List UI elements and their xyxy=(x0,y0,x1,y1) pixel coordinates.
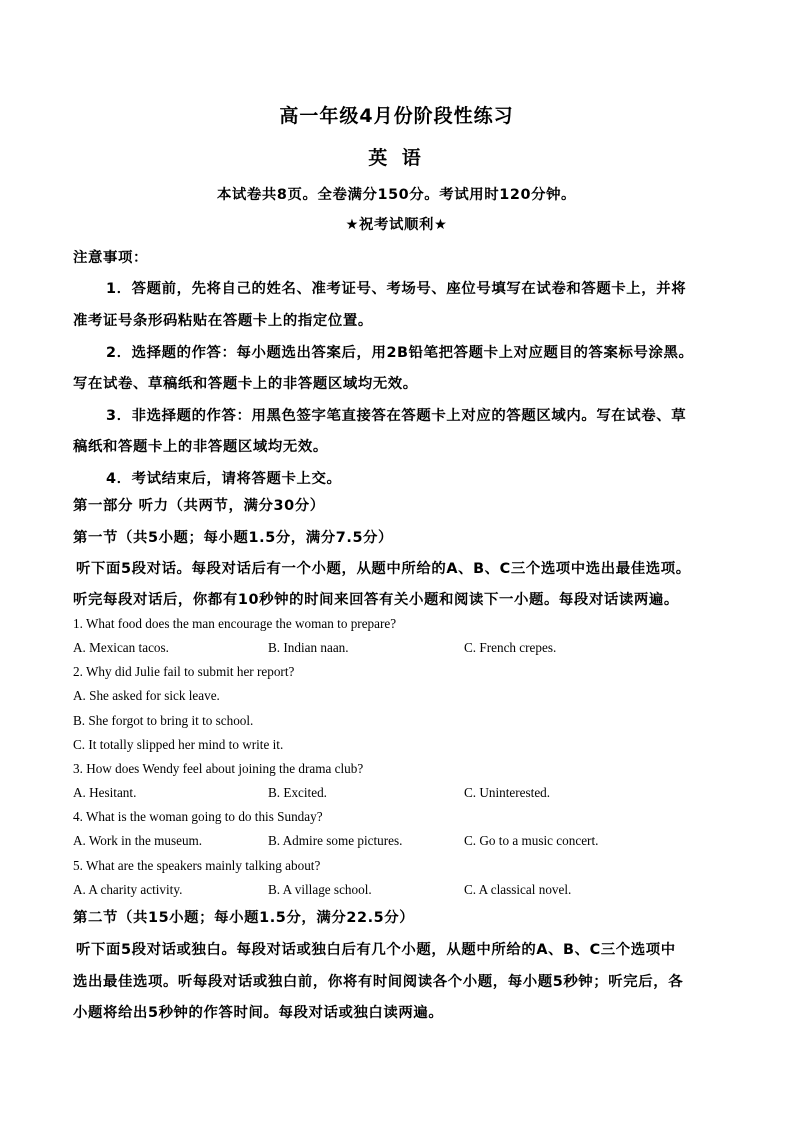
question-stem: 4. What is the woman going to do this Sunday? xyxy=(73,809,323,824)
note-line: 准考证号条形码粘贴在答题卡上的指定位置。 xyxy=(73,313,373,329)
option-b: B. Indian naan. xyxy=(268,640,349,655)
part1-title: 第一部分 听力（共两节，满分30分） xyxy=(73,498,325,514)
option-a: A. Mexican tacos. xyxy=(73,640,169,655)
question-stem: 2. Why did Julie fail to submit her report? xyxy=(73,664,295,679)
option-a: A. She asked for sick leave. xyxy=(73,688,220,703)
section1-title: 第一节（共5小题；每小题1.5分，满分7.5分） xyxy=(73,530,394,546)
page-title: 高一年级4月份阶段性练习 xyxy=(279,105,514,127)
option-c: C. French crepes. xyxy=(464,640,557,655)
subject-title: 英 语 xyxy=(368,147,425,169)
question-stem: 5. What are the speakers mainly talking about? xyxy=(73,858,321,873)
note-line: 写在试卷、草稿纸和答题卡上的非答题区域均无效。 xyxy=(73,376,418,392)
exam-info: 本试卷共8页。全卷满分150分。考试用时120分钟。 xyxy=(216,187,577,203)
note-line: 1．答题前，先将自己的姓名、准考证号、考场号、座位号填写在试卷和答题卡上，并将 xyxy=(106,281,687,297)
option-c: C. It totally slipped her mind to write it. xyxy=(73,737,284,752)
option-b: B. Admire some pictures. xyxy=(268,833,403,848)
option-a: A. A charity activity. xyxy=(73,882,183,897)
option-a: A. Hesitant. xyxy=(73,785,137,800)
note-line: 3．非选择题的作答：用黑色签字笔直接答在答题卡上对应的答题区域内。写在试卷、草 xyxy=(106,408,687,424)
option-a: A. Work in the museum. xyxy=(73,833,203,848)
option-b: B. Excited. xyxy=(268,785,327,800)
note-line: 4．考试结束后，请将答题卡上交。 xyxy=(106,471,342,487)
notes-heading: 注意事项： xyxy=(73,250,148,266)
option-c: C. Go to a music concert. xyxy=(464,833,599,848)
note-line: 稿纸和答题卡上的非答题区域均无效。 xyxy=(73,439,328,455)
section2-instruction: 小题将给出5秒钟的作答时间。每段对话或独白读两遍。 xyxy=(73,1005,444,1021)
option-b: B. She forgot to bring it to school. xyxy=(73,713,254,728)
section1-instruction: 听完每段对话后，你都有10秒钟的时间来回答有关小题和阅读下一小题。每段对话读两遍。 xyxy=(73,592,679,608)
good-luck-wish: ★祝考试顺利★ xyxy=(345,217,448,233)
option-b: B. A village school. xyxy=(268,882,372,897)
section2-title: 第二节（共15小题；每小题1.5分，满分22.5分） xyxy=(73,910,415,926)
section2-instruction: 听下面5段对话或独白。每段对话或独白后有几个小题，从题中所给的A、B、C三个选项中 xyxy=(76,942,676,958)
note-line: 2．选择题的作答：每小题选出答案后，用2B铅笔把答题卡上对应题目的答案标号涂黑。 xyxy=(106,345,694,361)
question-stem: 3. How does Wendy feel about joining the drama club? xyxy=(73,761,364,776)
section2-instruction: 选出最佳选项。听每段对话或独白前，你将有时间阅读各个小题，每小题5秒钟；听完后，各 xyxy=(73,974,684,990)
section1-instruction: 听下面5段对话。每段对话后有一个小题，从题中所给的A、B、C三个选项中选出最佳选项。 xyxy=(76,561,691,577)
question-stem: 1. What food does the man encourage the woman to prepare? xyxy=(73,616,397,631)
option-c: C. Uninterested. xyxy=(464,785,551,800)
option-c: C. A classical novel. xyxy=(464,882,572,897)
